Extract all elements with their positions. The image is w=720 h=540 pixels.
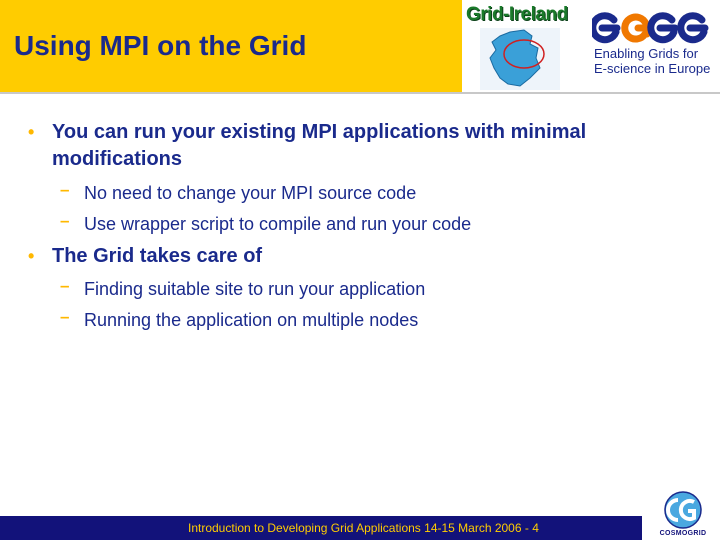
bullet-marker: • [28, 122, 35, 142]
slide-title: Using MPI on the Grid [14, 30, 307, 61]
grid-ireland-wordmark: Grid-Ireland [466, 4, 568, 25]
ireland-map-icon [480, 28, 560, 90]
sub-bullet-marker: – [60, 276, 70, 295]
footer-text: Introduction to Developing Grid Applications 14-15 March 2006 - 4 [188, 521, 539, 535]
bullet-text: You can run your existing MPI applications with minimal modifications [52, 121, 587, 170]
sub-bullet-text: Running the application on multiple nodes [84, 310, 419, 330]
sub-bullet-text: Finding suitable site to run your application [84, 279, 426, 299]
egee-tagline-line2: E-science in Europe [594, 61, 711, 76]
egee-wordmark-icon [592, 10, 714, 46]
bullet-marker: • [28, 246, 35, 266]
header-divider [0, 92, 720, 94]
sub-bullet-marker: – [60, 307, 70, 326]
bullet-text: The Grid takes care of [52, 245, 263, 267]
sub-bullet-text: Use wrapper script to compile and run your code [84, 214, 472, 234]
cosmogrid-emblem-icon [648, 490, 718, 530]
cosmogrid-wordmark: COSMOGRID [659, 530, 707, 537]
cosmogrid-logo [648, 490, 718, 540]
sub-bullet-text: No need to change your MPI source code [84, 183, 417, 203]
grid-ireland-logo [462, 0, 580, 92]
egee-tagline [594, 46, 710, 76]
sub-bullet-marker: – [60, 180, 70, 199]
egee-logo [584, 0, 720, 92]
sub-bullet-marker: – [60, 211, 70, 230]
egee-tagline-line1: Enabling Grids for [594, 46, 699, 61]
